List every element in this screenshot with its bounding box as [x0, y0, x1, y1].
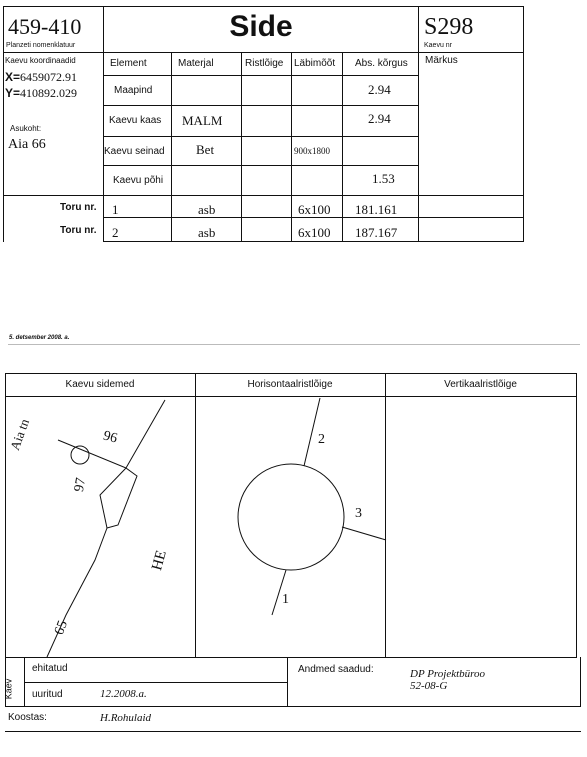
sketch-street-label: Aia tn: [7, 416, 33, 453]
sketch-label-he: HE: [149, 548, 170, 573]
pipe-2-label: Toru nr.: [60, 225, 97, 236]
row-lid-material: MALM: [182, 113, 223, 128]
pipe-2-number: 2: [112, 225, 119, 240]
nomenclature-label: Planzeti nomenklatuur: [6, 42, 76, 49]
footer-compiled-by: H.Rohulaid: [100, 712, 152, 724]
page-title: Side: [229, 10, 293, 43]
footer-built-label: ehitatud: [32, 663, 68, 674]
row-walls-diameter: 900x1800: [294, 146, 330, 156]
col-element: Element: [110, 58, 147, 69]
col-cross-section: Ristlõige: [245, 58, 284, 69]
nomenclature-number: 459-410: [8, 14, 82, 39]
well-circle: [238, 464, 344, 570]
pipe-1-label: Toru nr.: [60, 202, 97, 213]
pipe-1-number: 1: [112, 202, 119, 217]
row-walls-material: Bet: [196, 142, 215, 157]
section-horizontal-title: Horisontaalristlõige: [247, 379, 333, 390]
well-number: S298: [424, 14, 474, 40]
section-vertical-title: Vertikaalristlõige: [444, 379, 517, 390]
col-abs-height: Abs. kõrgus: [355, 58, 408, 69]
col-notes: Märkus: [425, 55, 458, 66]
location-label: Asukoht:: [10, 124, 42, 133]
pipe-1-material: asb: [198, 202, 216, 217]
footer-compiled-label: Koostas:: [8, 712, 47, 723]
row-ground-element: Maapind: [114, 85, 153, 96]
sketch-label-97: 97: [71, 476, 90, 494]
col-material: Materjal: [178, 58, 214, 69]
row-walls-element: Kaevu seinad: [104, 146, 165, 157]
sketch-pipe-3-label: 3: [355, 506, 362, 521]
footer-side-label: Kaev: [3, 678, 14, 700]
pipe-2-diameter: 6x100: [298, 225, 331, 240]
row-lid-height: 2.94: [368, 111, 391, 126]
pipe-2-height: 187.167: [355, 225, 398, 240]
sketch-pipe-2-label: 2: [318, 432, 325, 447]
pipe-3-line: [342, 527, 386, 540]
connection-line-lower: [47, 528, 107, 657]
pipe-2-material: asb: [198, 225, 216, 240]
y-prefix: Y=: [5, 86, 21, 100]
row-bottom-element: Kaevu põhi: [113, 175, 164, 186]
footer-surveyed-date: 12.2008.a.: [100, 688, 147, 700]
x-prefix: X=: [5, 70, 21, 84]
section-connections-title: Kaevu sidemed: [65, 379, 135, 390]
row-lid-element: Kaevu kaas: [109, 115, 162, 126]
location-value: Aia 66: [8, 137, 46, 152]
col-diameter: Läbimõõt: [294, 58, 336, 69]
x-value: 6459072.91: [20, 70, 78, 84]
footer-surveyed-label: uuritud: [32, 689, 63, 700]
footer-data-from-label: Andmed saadud:: [298, 664, 374, 675]
y-value: 410892.029: [20, 86, 78, 100]
sketch-pipe-1-label: 1: [282, 592, 289, 607]
well-number-label: Kaevu nr: [424, 42, 453, 49]
date-note: 5. detsember 2008. a.: [9, 335, 70, 341]
pipe-1-height: 181.161: [355, 202, 398, 217]
footer-data-from-value: DP Projektbüroo: [410, 668, 486, 680]
well-outline: [100, 468, 137, 528]
coordinates-label: Kaevu koordinaadid: [5, 56, 76, 65]
row-bottom-height: 1.53: [372, 171, 395, 186]
pipe-1-diameter: 6x100: [298, 202, 331, 217]
sketch-label-96: 96: [101, 428, 119, 447]
sketch-label-65: 65: [52, 618, 71, 637]
row-ground-height: 2.94: [368, 82, 391, 97]
footer-data-from-code: 52-08-G: [410, 680, 448, 692]
